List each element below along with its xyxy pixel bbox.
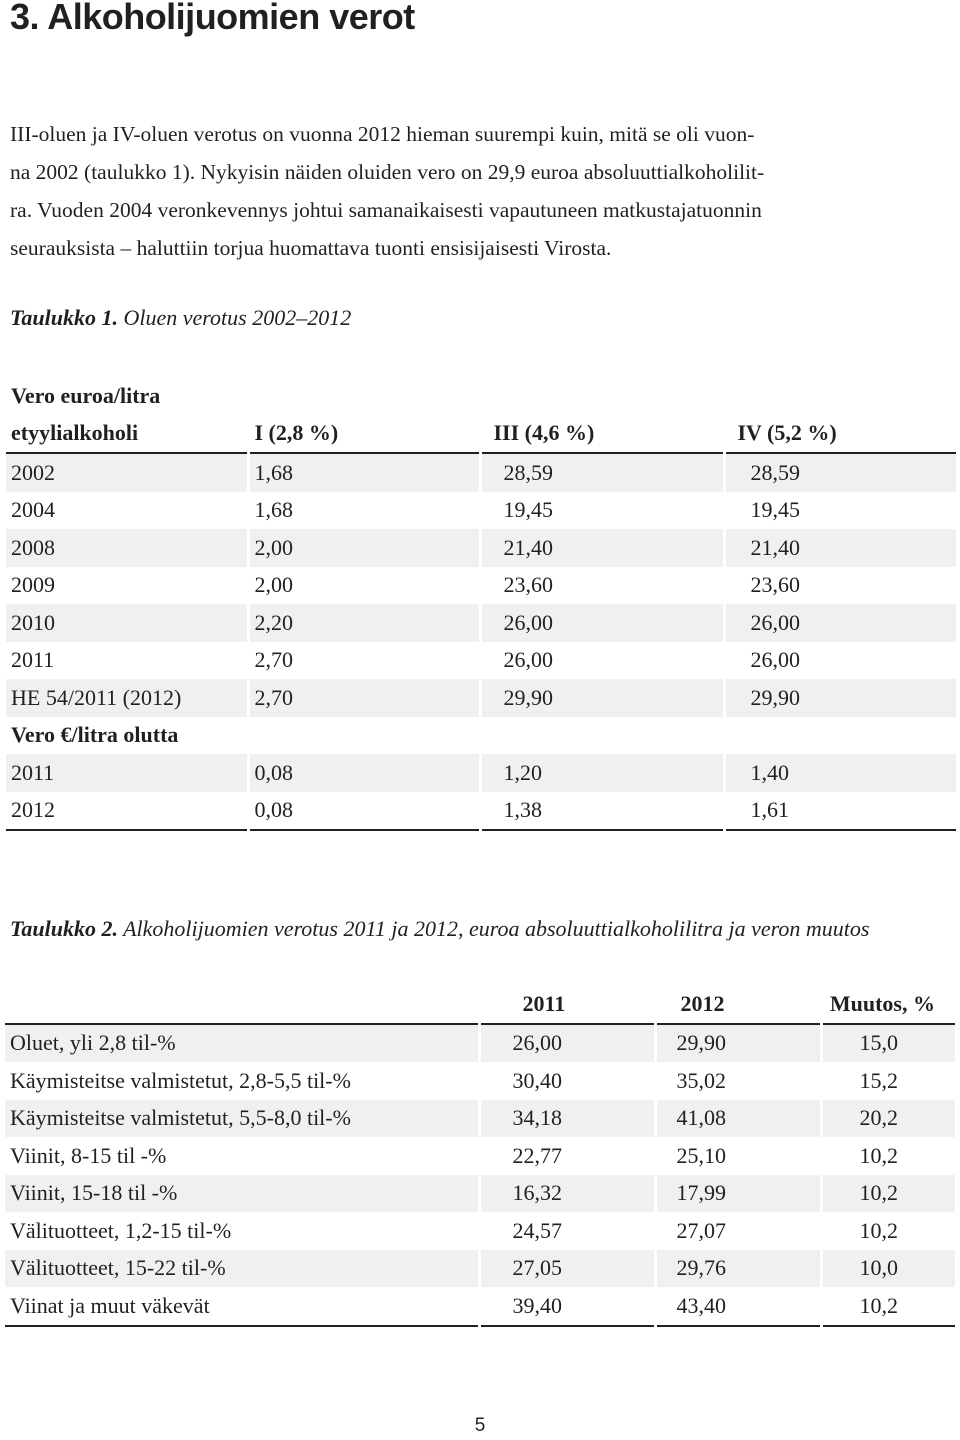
table-row: [6, 679, 956, 717]
table-row: [6, 492, 956, 530]
table2-header-cell: [5, 985, 479, 1024]
table-cell: Käymisteitse valmistetut, 2,8-5,5 til-%: [10, 1067, 351, 1093]
table-cell: 2010: [6, 604, 248, 642]
table-cell: 2,00: [248, 567, 480, 605]
table-cell: Käymisteitse valmistetut, 5,5-8,0 til-%: [5, 1100, 479, 1138]
table2-header-cell: 2012: [655, 985, 821, 1024]
table-cell: 0,08: [248, 754, 480, 792]
table-cell: 10,2: [821, 1212, 955, 1250]
table-cell: 26,00: [724, 642, 956, 680]
intro-paragraph: [10, 115, 950, 267]
table-cell: 15,0: [821, 1024, 955, 1063]
table-cell: 2012: [6, 792, 248, 831]
table-cell: 1,38: [480, 792, 724, 831]
table-row: [6, 754, 956, 792]
table-cell: 15,2: [821, 1062, 955, 1100]
table-cell: 2004: [11, 497, 55, 523]
table-cell: 10,2: [821, 1137, 955, 1175]
table-cell: 26,00: [479, 1024, 655, 1063]
table-cell: Oluet, yli 2,8 til-%: [5, 1024, 479, 1063]
table-cell: 2,70: [248, 679, 480, 717]
table-row: [6, 642, 956, 680]
table1-section-label: Vero €/litra olutta: [11, 722, 179, 748]
table-cell: 27,07: [655, 1212, 821, 1250]
table-cell: Viinat ja muut väkevät: [5, 1287, 479, 1326]
table-cell: 2,00: [248, 529, 480, 567]
table-cell: 16,32: [479, 1175, 655, 1213]
table-row: [5, 1100, 955, 1138]
table-cell: 2009: [11, 572, 55, 598]
table2-caption-label: Taulukko 2.: [10, 916, 119, 941]
table-cell: 29,90: [655, 1024, 821, 1063]
table-cell: [248, 717, 480, 755]
table-cell: 25,10: [655, 1137, 821, 1175]
table-cell: 10,0: [821, 1250, 955, 1288]
table2-caption-text: Alkoholijuomien verotus 2011 ja 2012, euroa absoluuttialkoholilitra ja veron muutos: [118, 916, 870, 941]
table-cell: 2008: [6, 529, 248, 567]
table1-caption: [10, 305, 351, 331]
table-row: [5, 1175, 955, 1213]
table-cell: 19,45: [724, 492, 956, 530]
table1-caption-text: Oluen verotus 2002–2012: [118, 305, 352, 330]
table-cell: 2,70: [248, 642, 480, 680]
table1-header-cell: III (4,6 %): [480, 415, 724, 454]
table-cell: 28,59: [480, 453, 724, 492]
table2-caption: [10, 910, 955, 948]
table-cell: 20,2: [821, 1100, 955, 1138]
table-cell: 24,57: [479, 1212, 655, 1250]
table1-subheader: Vero euroa/litra: [11, 382, 161, 408]
table-cell: 39,40: [479, 1287, 655, 1326]
table-cell: Viinit, 8-15 til -%: [10, 1142, 167, 1168]
intro-line: ra. Vuoden 2004 veronkevennys johtui samanaikaisesti vapautuneen matkustajatuonnin: [10, 198, 762, 222]
table-cell: 1,68: [248, 453, 480, 492]
table-cell: 1,68: [248, 492, 480, 530]
table-cell: 10,2: [821, 1175, 955, 1213]
table1-caption-label: Taulukko 1.: [10, 305, 119, 330]
table1-header-cell: I (2,8 %): [248, 415, 480, 454]
table-row: [5, 1287, 955, 1326]
table2-header-row: [5, 985, 955, 1024]
table-cell: 43,40: [655, 1287, 821, 1326]
table2-header-cell: Muutos, %: [821, 985, 955, 1024]
table-cell: 2,20: [248, 604, 480, 642]
table-cell: 0,08: [248, 792, 480, 831]
table-cell: 27,05: [479, 1250, 655, 1288]
table-cell: Välituotteet, 1,2-15 til-%: [10, 1217, 232, 1243]
section-heading: 3. Alkoholijuomien verot: [10, 0, 415, 37]
table-cell: 29,90: [480, 679, 724, 717]
table-cell: 2011: [11, 647, 55, 673]
table-cell: 30,40: [479, 1062, 655, 1100]
table-cell: 35,02: [655, 1062, 821, 1100]
table-cell: [724, 717, 956, 755]
table-cell: 26,00: [480, 642, 724, 680]
table-cell: 2011: [6, 754, 248, 792]
table-row: [5, 1062, 955, 1100]
table2-alcohol-taxation: [5, 985, 955, 1327]
table-cell: 21,40: [724, 529, 956, 567]
table-cell: 19,45: [480, 492, 724, 530]
table-cell: 34,18: [479, 1100, 655, 1138]
intro-line: III-oluen ja IV-oluen verotus on vuonna 2012 hieman suurempi kuin, mitä se oli vuon-: [10, 122, 755, 146]
table-cell: 23,60: [480, 567, 724, 605]
table-row: [6, 604, 956, 642]
table1-header-row: [6, 415, 956, 454]
table-row: [5, 1212, 955, 1250]
table-cell: 21,40: [480, 529, 724, 567]
table1-subheader-row: [6, 377, 956, 415]
table-cell: 41,08: [655, 1100, 821, 1138]
table-cell: 22,77: [479, 1137, 655, 1175]
table-cell: 10,2: [821, 1287, 955, 1326]
table-cell: 29,76: [655, 1250, 821, 1288]
intro-line: na 2002 (taulukko 1). Nykyisin näiden oluiden vero on 29,9 euroa absoluuttialkoholilit-: [10, 160, 765, 184]
table-cell: Viinit, 15-18 til -%: [5, 1175, 479, 1213]
table-row: [5, 1024, 955, 1063]
table1-beer-taxation: [6, 377, 956, 831]
table-cell: 1,61: [724, 792, 956, 831]
table-cell: 2002: [6, 453, 248, 492]
table1-header-cell: etyylialkoholi: [6, 415, 248, 454]
table-cell: Välituotteet, 15-22 til-%: [5, 1250, 479, 1288]
table-row: [5, 1137, 955, 1175]
table-cell: 26,00: [480, 604, 724, 642]
table2-header-cell: 2011: [479, 985, 655, 1024]
table-cell: 17,99: [655, 1175, 821, 1213]
table-cell: 29,90: [724, 679, 956, 717]
table-row: [5, 1250, 955, 1288]
table-cell: 1,20: [480, 754, 724, 792]
table-cell: 23,60: [724, 567, 956, 605]
intro-line: seurauksista – haluttiin torjua huomattava tuonti ensisijaisesti Virosta.: [10, 236, 612, 260]
table-cell: 1,40: [724, 754, 956, 792]
table-row: [6, 529, 956, 567]
table-row: [6, 453, 956, 492]
table-cell: 28,59: [724, 453, 956, 492]
table-cell: [480, 717, 724, 755]
table-row: [6, 792, 956, 831]
page-number: 5: [474, 1415, 486, 1436]
table1-section-row: [6, 717, 956, 755]
table-cell: HE 54/2011 (2012): [6, 679, 248, 717]
table1-header-cell: IV (5,2 %): [724, 415, 956, 454]
table-cell: 26,00: [724, 604, 956, 642]
table-row: [6, 567, 956, 605]
